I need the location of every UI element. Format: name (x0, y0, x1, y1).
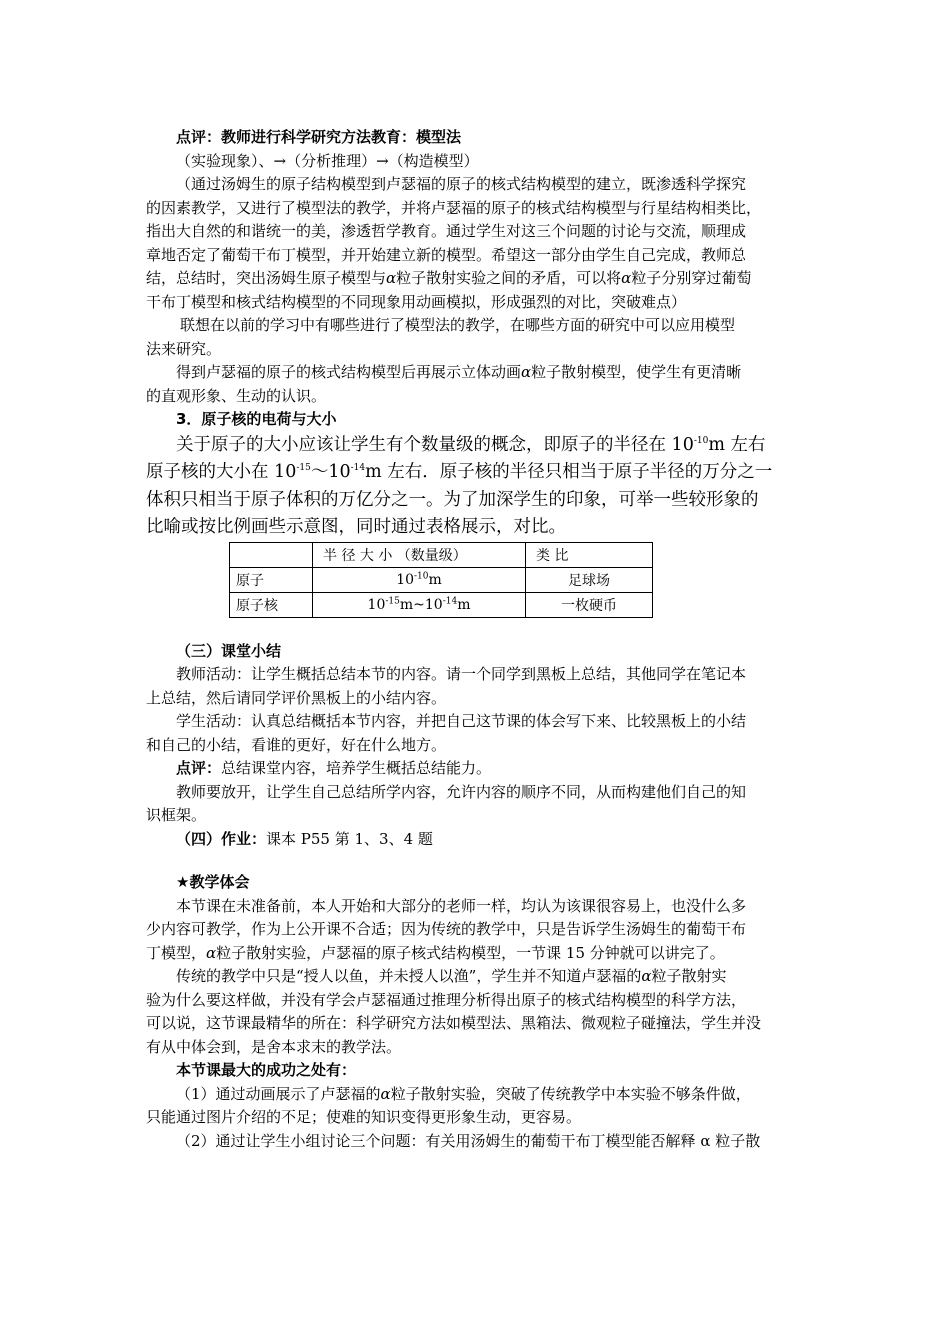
paragraph-line: 联想在以前的学习中有哪些进行了模型法的教学，在哪些方面的研究中可以应用模型 (180, 316, 736, 334)
table-header-row (230, 542, 653, 567)
paragraph-line: 识框架。 (146, 806, 207, 824)
paragraph-line: 传统的教学中只是“授人以鱼，并未授人以渔”，学生并不知道卢瑟福的α粒子散射实 (176, 967, 727, 985)
paragraph-line: 点评：总结课堂内容，培养学生概括总结能力。 (176, 759, 492, 777)
paragraph-line: 学生活动：认真总结概括本节内容，并把自己这节课的体会写下来、比较黑板上的小结 (176, 712, 747, 730)
paragraph-line: 关于原子的大小应该让学生有个数量级的概念，即原子的半径在 $10^{-10}m$ 左右 (176, 434, 766, 455)
alpha-symbol: α (621, 269, 632, 287)
paragraph-line: 干布丁模型和核式结构模型的不同现象用动画模拟，形成强烈的对比，突破难点） (146, 292, 687, 311)
alpha-symbol: α (206, 943, 217, 962)
table-cell: 足球场 (526, 567, 653, 592)
paragraph-line: 的直观形象、生动的认识。 (146, 386, 327, 405)
table-cell (230, 542, 313, 567)
paragraph-line: 的因素教学，又进行了模型法的教学，并将卢瑟福的原子的核式结构模型与行星结构相类比， (146, 198, 762, 217)
paragraph-line: 指出大自然的和谐统一的美，渗透哲学教育。通过学生对这三个问题的讨论与交流，顺理成 (146, 222, 747, 240)
summary-heading: （三）课堂小结 (176, 641, 282, 660)
document-page (146, 126, 810, 1153)
paragraph-line: 可以说，这节课最精华的所在：科学研究方法如模型法、黑箱法、微观粒子碰撞法，学生并没 (146, 1014, 762, 1032)
table-header-cell: 类 比 (526, 542, 653, 567)
success-heading: 本节课最大的成功之处有： (176, 1061, 357, 1079)
paragraph-line: 只能通过图片介绍的不足；使难的知识变得更形象生动，更容易。 (146, 1108, 582, 1126)
paragraph-line: 和自己的小结，看谁的更好，好在什么地方。 (146, 735, 447, 754)
paragraph-line: 教师活动：让学生概括总结本节的内容。请一个同学到黑板上总结，其他同学在笔记本 (176, 665, 747, 683)
table-header-cell: 半 径 大 小 （数量级） (313, 542, 526, 567)
paragraph-line: （1）通过动画展示了卢瑟福的α粒子散射实验，突破了传统教学中本实验不够条件做， (176, 1084, 751, 1103)
paragraph-line: 教师要放开，让学生自己总结所学内容，允许内容的顺序不同，从而构建他们自己的知 (176, 782, 747, 801)
alpha-symbol: α (641, 967, 652, 985)
method-flow: （实验现象）、→（分析推理）→（构造模型） (176, 151, 479, 170)
comment-heading: 点评：教师进行科学研究方法教育：模型法 (176, 128, 462, 146)
paragraph-line: 比喻或按比例画些示意图，同时通过表格展示，对比。 (146, 517, 566, 537)
table-row (230, 592, 653, 617)
table-row (230, 567, 653, 592)
paragraph-line: 验为什么要这样做，并没有学会卢瑟福通过推理分析得出原子的核式结构模型的科学方法， (146, 990, 747, 1009)
table-cell: $10^{-15}m\sim 10^{-14}m$ (313, 592, 526, 617)
paragraph-line: 原子核的大小在 $10^{-15}\sim 10^{-14}m$ 左右．原子核的半径只相当于原子半径的万分之一 (146, 462, 773, 482)
paragraph-line: 本节课在未准备前，本人开始和大部分的老师一样，均认为该课很容易上，也没什么多 (176, 896, 747, 915)
table-cell: 一枚硬币 (526, 592, 653, 617)
paragraph-line: 章地否定了葡萄干布丁模型，并开始建立新的模型。希望这一部分由学生自己完成，教师总 (146, 245, 747, 264)
paragraph-line: 有从中体会到，是舍本求末的教学法。 (146, 1037, 402, 1056)
paragraph-line: （通过汤姆生的原子结构模型到卢瑟福的原子的核式结构模型的建立，既渗透科学探究 (176, 175, 747, 193)
paragraph-line: 法来研究。 (146, 339, 222, 358)
section-heading: 3．原子核的电荷与大小 (176, 410, 337, 428)
paragraph-line: 体积只相当于原子体积的万亿分之一。为了加深学生的印象，可举一些较形象的 (146, 489, 759, 510)
homework-line: （四）作业：课本 P55 第 1、3、4 题 (176, 829, 433, 848)
paragraph-line: 上总结，然后请同学评价黑板上的小结内容。 (146, 688, 447, 707)
table-cell: 原子 (230, 567, 313, 592)
alpha-symbol: α (386, 269, 397, 287)
paragraph-line: 丁模型，α粒子散射实验，卢瑟福的原子核式结构模型，一节课 15 分钟就可以讲完了。 (146, 943, 725, 962)
paragraph-line: 结，总结时，突出汤姆生原子模型与α粒子散射实验之间的矛盾，可以将α粒子分别穿过葡萄 (146, 269, 752, 287)
paragraph-line: （2）通过让学生小组讨论三个问题：有关用汤姆生的葡萄干布丁模型能否解释 α 粒子散 (176, 1131, 761, 1150)
alpha-symbol: α (380, 1084, 391, 1103)
paragraph-line: 得到卢瑟福的原子的核式结构模型后再展示立体动画α粒子散射模型，使学生有更清晰 (176, 363, 742, 381)
reflection-heading: ★教学体会 (176, 873, 250, 891)
homework-label: （四）作业： (176, 829, 267, 848)
table-cell: $10^{-10}m$ (313, 567, 526, 592)
comment-label: 点评： (176, 759, 222, 777)
table-cell: 原子核 (230, 592, 313, 617)
comparison-table (229, 542, 653, 618)
paragraph-line: 少内容可教学，作为上公开课不合适；因为传统的教学中，只是告诉学生汤姆生的葡萄干布 (146, 920, 747, 938)
alpha-symbol: α (521, 363, 532, 381)
